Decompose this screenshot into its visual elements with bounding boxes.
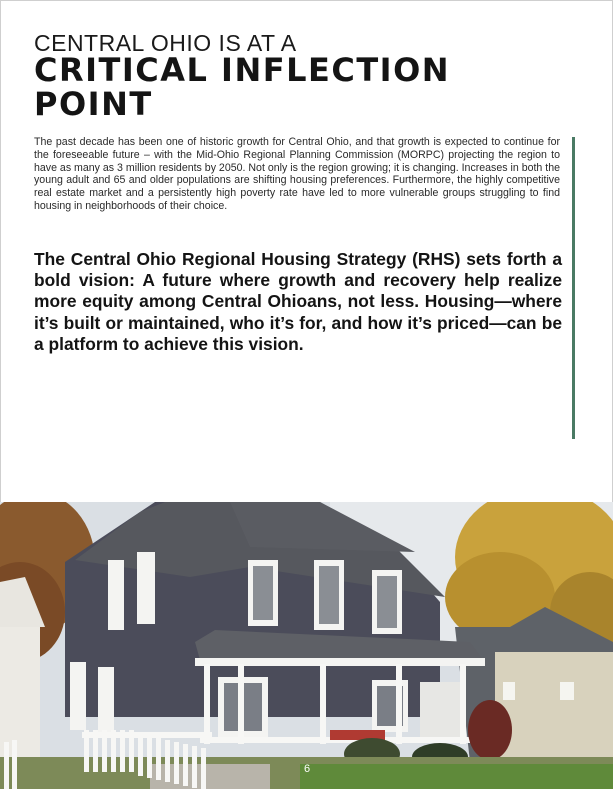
- intro-paragraph: The past decade has been one of historic growth for Central Ohio, and that growth is expected to continue for the foreseeable future – with the Mid-Ohio Regional Planning Commission (MORPC) projecting the region to have as many as 3 million residents by 2050. Not only is the region growing; it is changing. Increases in both the young adult and 65 and older populations are shifting housing preferences. Furthermore, the highly competitive real estate market and a persistently high poverty rate have led to more vulnerable groups struggling to find housing in neighborhoods of their choice.: [34, 136, 560, 212]
- vision-callout: The Central Ohio Regional Housing Strategy (RHS) sets forth a bold vision: A future where growth and recovery help realize more equity among Central Ohioans, not less. Housing—where it’s built or maintained, who it’s for, and how it’s priced—can be a platform to achieve this vision.: [34, 249, 562, 354]
- accent-rule: [572, 137, 575, 439]
- page-title: CRITICAL INFLECTION POINT: [34, 51, 451, 123]
- kicker-heading: CENTRAL OHIO IS AT A: [34, 30, 297, 56]
- page-number: 6: [303, 763, 311, 775]
- house-photo: [0, 502, 613, 789]
